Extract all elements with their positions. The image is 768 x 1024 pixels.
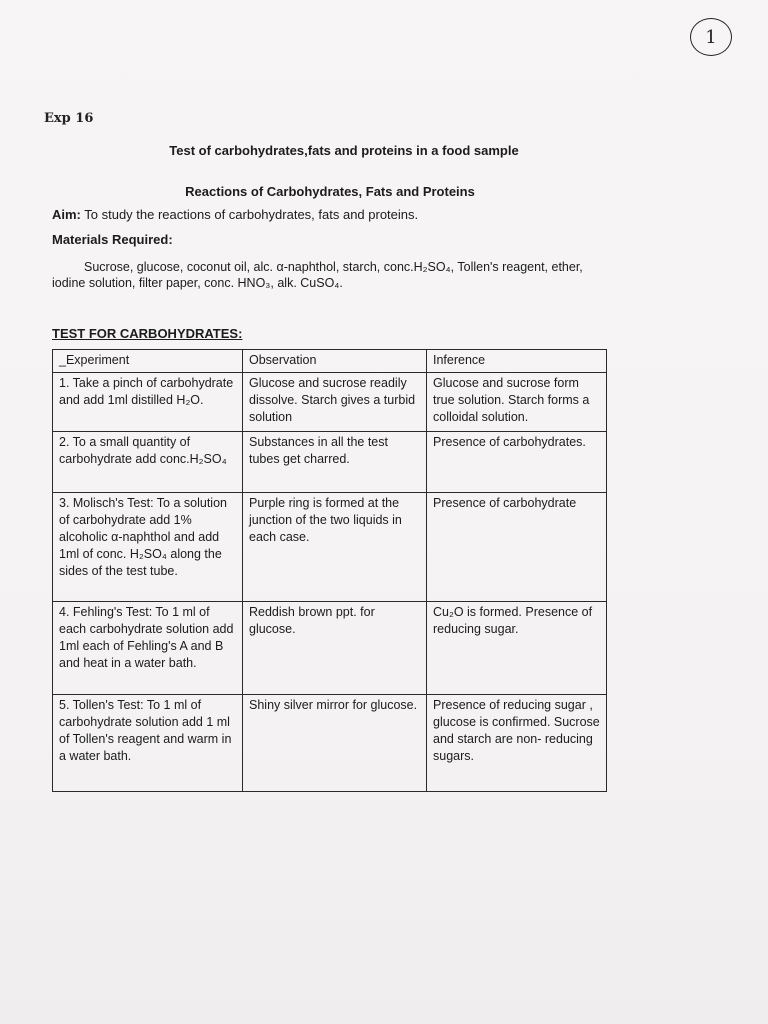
observation-cell: Glucose and sucrose readily dissolve. Starch gives a turbid solution	[243, 373, 427, 432]
inference-cell: Presence of carbohydrate	[427, 493, 607, 602]
inference-cell: Presence of reducing sugar , glucose is confirmed. Sucrose and starch are non- reducing sugars.	[427, 695, 607, 792]
section-subtitle: Reactions of Carbohydrates, Fats and Proteins	[185, 184, 475, 199]
inference-cell: Cu₂O is formed. Presence of reducing sugar.	[427, 602, 607, 695]
page-number: 1	[705, 26, 717, 48]
experiment-label: Exp 16	[44, 111, 94, 126]
table-row	[53, 602, 607, 695]
table-row	[53, 373, 607, 432]
table-row	[53, 432, 607, 493]
materials-heading: Materials Required:	[52, 232, 173, 247]
inference-cell: Presence of carbohydrates.	[427, 432, 607, 493]
experiment-cell: 2. To a small quantity of carbohydrate add conc.H₂SO₄	[53, 432, 243, 493]
materials-text: Sucrose, glucose, coconut oil, alc. α-naphthol, starch, conc.H₂SO₄, Tollen's reagent, ether, iodine solution, filter paper, conc. HNO₃, alk. CuSO₄.	[52, 260, 583, 290]
aim-label: Aim:	[52, 207, 81, 222]
table-row	[53, 493, 607, 602]
inference-cell: Glucose and sucrose form true solution. Starch forms a colloidal solution.	[427, 373, 607, 432]
aim-line	[52, 207, 418, 222]
experiment-cell: 1. Take a pinch of carbohydrate and add 1ml distilled H₂O.	[53, 373, 243, 432]
experiment-cell: 5. Tollen's Test: To 1 ml of carbohydrate solution add 1 ml of Tollen's reagent and warm in a water bath.	[53, 695, 243, 792]
column-header-inference: Inference	[427, 350, 607, 373]
carbohydrate-test-heading: TEST FOR CARBOHYDRATES:	[52, 326, 243, 341]
table-row	[53, 695, 607, 792]
column-header-observation: Observation	[243, 350, 427, 373]
aim-text: To study the reactions of carbohydrates, fats and proteins.	[80, 207, 419, 222]
observation-cell: Reddish brown ppt. for glucose.	[243, 602, 427, 695]
carbohydrate-test-table	[52, 349, 607, 792]
table-header-row	[53, 350, 607, 373]
experiment-cell: 3. Molisch's Test: To a solution of carbohydrate add 1% alcoholic α-naphthol and add 1ml of conc. H₂SO₄ along the sides of the test tube.	[53, 493, 243, 602]
observation-cell: Shiny silver mirror for glucose.	[243, 695, 427, 792]
observation-cell: Purple ring is formed at the junction of the two liquids in each case.	[243, 493, 427, 602]
page-number-circle	[690, 18, 732, 56]
observation-cell: Substances in all the test tubes get charred.	[243, 432, 427, 493]
column-header-experiment: _Experiment	[53, 350, 243, 373]
experiment-cell: 4. Fehling's Test: To 1 ml of each carbohydrate solution add 1ml each of Fehling's A and B and heat in a water bath.	[53, 602, 243, 695]
page-title: Test of carbohydrates,fats and proteins in a food sample	[169, 143, 519, 158]
